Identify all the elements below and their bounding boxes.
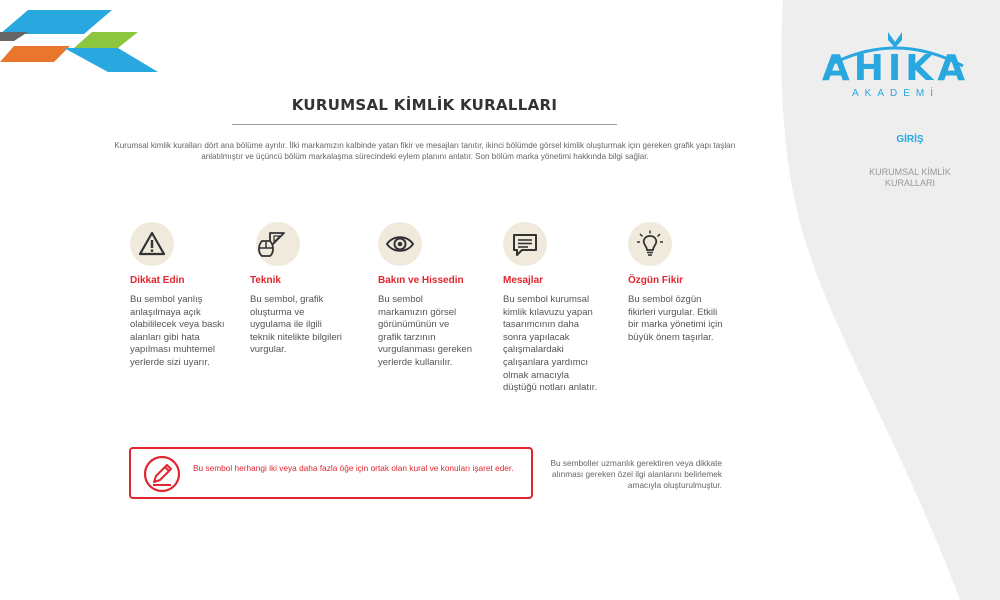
brand-logo[interactable]	[818, 28, 973, 103]
symbol-description: Bu sembol özgün fikirleri vurgular. Etkili bir marka yönetimi için büyük önem taşırlar.	[628, 294, 723, 343]
lightbulb-icon	[635, 229, 665, 259]
note-text: Bu sembol herhangi iki veya daha fazla öğe için ortak olan kural ve konuları işaret eder.	[193, 463, 514, 473]
logo-stripes	[0, 8, 170, 78]
symbol-description: Bu sembol yanlış anlaşılmaya açık olabililecek veya baskı alanları gibi hata yapılması muhtemel yerlerde sizi uyarır.	[130, 294, 225, 368]
brand-name: AHIKA	[821, 48, 970, 89]
title-divider	[232, 124, 617, 125]
nav-item-kurumsal-kimlik[interactable]: KURUMSAL KİMLİK KURALLARI	[869, 167, 951, 188]
symbol-title: Özgün Fikir	[628, 275, 683, 286]
eye-icon	[385, 229, 415, 259]
side-note: Bu semboller uzmanlık gerektiren veya dikkate alınması gereken özel ilgi alanlarını belirlemek amacıyla oluşturulmuştur.	[550, 458, 722, 490]
symbol-warning	[130, 222, 250, 370]
page-title: KURUMSAL KİMLİK KURALLARI	[291, 96, 558, 114]
symbol-title: Bakın ve Hissedin	[378, 275, 464, 286]
technical-tools-icon	[256, 229, 286, 259]
message-icon	[510, 229, 540, 259]
symbol-messages	[503, 222, 623, 395]
intro-paragraph: Kurumsal kimlik kuralları dört ana bölüme ayrılır. İlki markamızın kalbinde yatan fikir ve mesajları tanıtır, ikinci bölümde görsel kimlik oluşturmak için gereken grafik yapı taşları anlatılmıştır ve üçüncü bölüm markalaşma sürecindeki eylem planını anlatır. Son bölüm marka yönetimi hakkında bilgi sağlar.	[114, 141, 736, 161]
brand-subtitle: AKADEMİ	[851, 88, 939, 99]
symbol-description: Bu sembol, grafik oluşturma ve uygulama ile ilgili teknik nitelikte bilgileri vurgular.	[250, 294, 342, 356]
symbol-technical	[250, 222, 370, 357]
symbol-title: Mesajlar	[503, 275, 544, 286]
symbol-original-idea	[628, 222, 748, 344]
symbol-description: Bu sembol kurumsal kimlik kılavuzu yapan tasarımcının daha sonra yapılacak çalışmalardaki çalışanlara yardımcı olmak amacıyla düştüğü notları anlatır.	[503, 294, 598, 394]
symbol-look-feel	[378, 222, 498, 370]
symbol-title: Teknik	[250, 275, 281, 286]
common-rule-note	[129, 447, 533, 499]
warning-icon	[137, 229, 167, 259]
symbol-title: Dikkat Edin	[130, 275, 185, 286]
nav-item-giris[interactable]: GİRİŞ	[896, 134, 924, 145]
pencil-icon	[143, 455, 181, 493]
symbol-description: Bu sembol markamızın görsel görünümünün ve grafik tarzının vurgulanması gereken yerlerde kullanılır.	[378, 294, 472, 368]
